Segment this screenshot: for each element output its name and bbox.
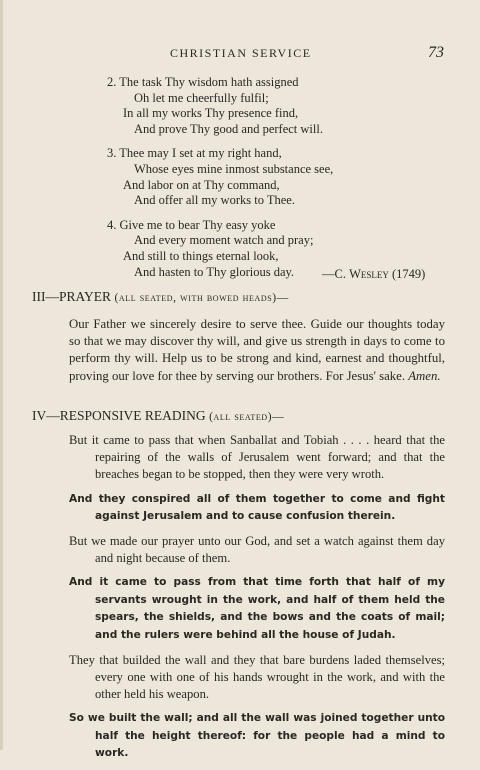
prayer-body: Our Father we sincerely desire to serve thee. Guide our thoughts today so that we may discover thy will, and give us strength in days to come to perform thy will. Help us to be strong and kind, earnest and thoughtful, proving our love for thee by serving our brothers. For Jesus' sake. (69, 317, 445, 383)
hymn-line (107, 146, 447, 162)
people-verse: And it came to pass from that time forth that half of my servants wrought in the work, and half of them held the spears, the shields, and the bows and the coats of mail; and the rulers were behind all the house of Judah. (69, 576, 445, 641)
stanza-number: 4. (107, 217, 117, 232)
hymn-line: And prove Thy good and perfect will. (134, 121, 323, 136)
responsive-reading (69, 432, 445, 770)
hymn-line: Oh let me cheerfully fulfil; (134, 90, 269, 105)
leader-verse: But we made our prayer unto our God, and set a watch against them day and night because of them. (69, 533, 445, 565)
hymn-line: In all my works Thy presence find, (123, 106, 299, 121)
author-name: Wesley (349, 267, 389, 281)
hymn-line-text: The task Thy wisdom hath assigned (119, 75, 299, 89)
attribution-dash: — (322, 267, 335, 281)
stanza-number: 3. (107, 146, 117, 161)
stanza-number: 2. (107, 75, 117, 89)
hymn-year: (1749) (388, 267, 426, 281)
leader-verse: They that builded the wall and they that bare burdens laded themselves; every one with one of his hands wrought in the work, and with the other held his weapon. (69, 652, 445, 701)
hymn-line: And offer all my works to Thee. (134, 193, 295, 208)
running-title: CHRISTIAN SERVICE (170, 46, 312, 60)
hymn-line: And labor on at Thy command, (123, 177, 280, 192)
author-initial: C. (334, 267, 350, 281)
hymn-line-text: Thee may I set at my right hand, (119, 146, 282, 161)
prayer-amen: Amen. (408, 368, 441, 383)
hymn-line-text: Give me to bear Thy easy yoke (119, 217, 276, 232)
prayer-heading-note: (all seated, with bowed heads)— (111, 292, 289, 304)
hymn (107, 75, 447, 289)
hymn-line: And still to things eternal look, (123, 248, 279, 263)
hymn-line: And every moment watch and pray; (134, 233, 314, 248)
prayer-heading (32, 289, 289, 305)
prayer-text (69, 316, 445, 385)
people-verse: So we built the wall; and all the wall was joined together unto half the height thereof: for the people had a mind to work. (69, 712, 445, 760)
hymn-line (107, 75, 447, 91)
reading-heading (32, 408, 284, 424)
reading-heading-text: IV—RESPONSIVE READING (32, 408, 206, 423)
hymn-line: Whose eyes mine inmost substance see, (134, 161, 334, 176)
hymn-stanza (107, 146, 447, 208)
reading-heading-note: (all seated)— (205, 411, 285, 423)
page-number: 73 (428, 44, 444, 61)
people-verse: And they conspired all of them together to come and fight against Jerusalem and to cause confusion therein. (69, 492, 445, 523)
page-edge (0, 0, 3, 750)
hymn-stanza (107, 75, 447, 137)
prayer-heading-text: III—PRAYER (32, 289, 112, 304)
leader-verse: But it came to pass that when Sanballat and Tobiah . . . . heard that the repairing of the walls of Jerusalem went forward; and that the breaches began to be stopped, then they were very wroth. (69, 433, 445, 482)
hymn-line: And hasten to Thy glorious day. (134, 264, 295, 279)
hymn-attribution (322, 267, 425, 282)
page-header (0, 46, 480, 64)
hymn-line (107, 218, 447, 234)
